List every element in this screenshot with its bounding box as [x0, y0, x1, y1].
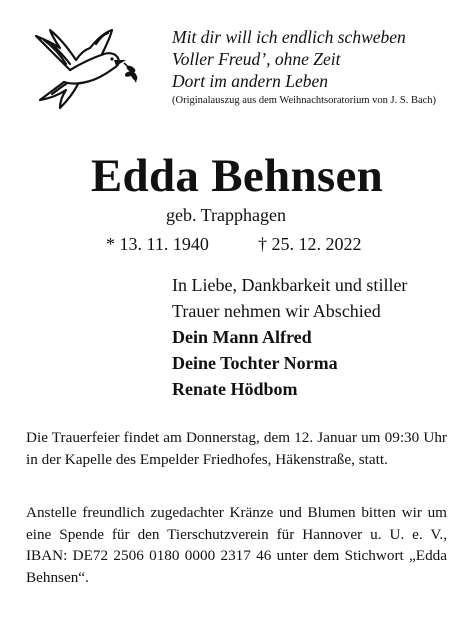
dove-icon [30, 24, 140, 112]
funeral-notice: Die Trauerfeier findet am Donnerstag, dem 12. Januar um 09:30 Uhr in der Kapelle des Empelder Friedhofes, Häkenstraße, statt. [26, 429, 447, 468]
mourner-name: Dein Mann Alfred [172, 327, 312, 347]
maiden-name: geb. Trapphagen [166, 205, 286, 225]
poem-line: Voller Freud’, ohne Zeit [172, 49, 341, 69]
mourners-block [172, 272, 468, 402]
farewell-line: Trauer nehmen wir Abschied [172, 301, 381, 321]
farewell-line: In Liebe, Dankbarkeit und stiller [172, 275, 408, 295]
donation-notice: Anstelle freundlich zugedachter Kränze und Blumen bitten wir um eine Spende für den Tierschutzverein für Hannover u. U. e. V., IBAN: DE72 2506 0180 0000 2317 46 unter dem Stichwort „Edda Behnsen“. [26, 504, 447, 586]
poem-source: (Originalauszug aus dem Weihnachtsoratorium von J. S. Bach) [172, 95, 437, 106]
birth-date: * 13. 11. 1940 [106, 234, 209, 254]
poem-block [172, 26, 468, 109]
deceased-name: Edda Behnsen [90, 150, 384, 202]
mourner-name: Deine Tochter Norma [172, 353, 338, 373]
mourner-name: Renate Hödbom [172, 379, 298, 399]
poem-line: Mit dir will ich endlich schweben [172, 27, 406, 47]
death-date: † 25. 12. 2022 [258, 234, 362, 254]
poem-line: Dort im andern Leben [172, 71, 329, 91]
